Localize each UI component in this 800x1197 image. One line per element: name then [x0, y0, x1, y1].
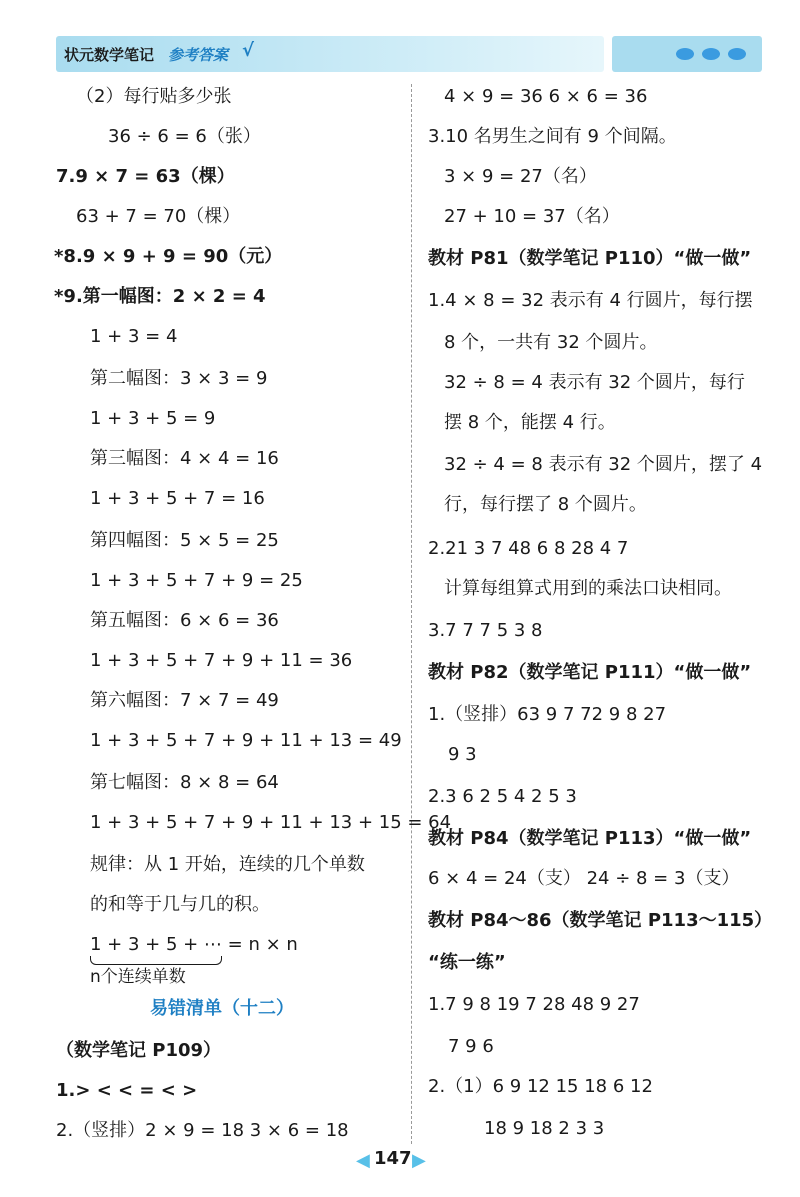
text-line: 摆 8 个，能摆 4 行。	[444, 412, 616, 433]
text-line: 第七幅图：8 × 8 = 64	[90, 772, 279, 793]
text-line: 3 × 9 = 27（名）	[444, 166, 597, 187]
text-line: 第三幅图：4 × 4 = 16	[90, 448, 279, 469]
brace-label: n个连续单数	[90, 967, 186, 987]
text-line: 1 + 3 + 5 + 7 + 9 = 25	[90, 570, 303, 591]
page-number: 147	[374, 1148, 412, 1169]
text-line: （2）每行贴多少张	[76, 86, 232, 107]
text-line: 1 + 3 + 5 + 7 = 16	[90, 488, 265, 509]
text-line: 计算每组算式用到的乘法口诀相同。	[444, 578, 732, 599]
next-page-icon: ▶	[412, 1150, 426, 1171]
text-line: 2.21 3 7 48 6 8 28 4 7	[428, 538, 629, 559]
text-line: 1 + 3 + 5 + 7 + 9 + 11 = 36	[90, 650, 353, 671]
text-line: 36 ÷ 6 = 6（张）	[108, 126, 261, 147]
text-line: 18 9 18 2 3 3	[484, 1118, 605, 1139]
prev-page-icon: ◀	[356, 1150, 370, 1171]
dot-icon	[676, 48, 694, 60]
section-title: 易错清单（十二）	[150, 998, 294, 1019]
dot-icon	[728, 48, 746, 60]
text-line: 2.3 6 2 5 4 2 5 3	[428, 786, 577, 807]
text-line: 1.7 9 8 19 7 28 48 9 27	[428, 994, 640, 1015]
text-line: 第六幅图：7 × 7 = 49	[90, 690, 279, 711]
text-line: 1.（竖排）63 9 7 72 9 8 27	[428, 704, 667, 725]
section-heading: 教材 P84～86（数学笔记 P113～115）	[428, 910, 773, 931]
check-icon: √	[242, 40, 255, 61]
column-divider	[411, 84, 412, 1144]
section-heading: 教材 P82（数学笔记 P111）“做一做”	[428, 662, 752, 683]
text-line: 1.4 × 8 = 32 表示有 4 行圆片，每行摆	[428, 290, 753, 311]
problem-8: *8.9 × 9 + 9 = 90（元）	[54, 246, 283, 267]
text-line: 1.> < < = < >	[56, 1080, 198, 1101]
section-heading: 教材 P81（数学笔记 P110）“做一做”	[428, 248, 752, 269]
problem-9: *9.第一幅图：2 × 2 = 4	[54, 286, 266, 307]
text-line: 1 + 3 + 5 + 7 + 9 + 11 + 13 = 49	[90, 730, 402, 751]
dot-icon	[702, 48, 720, 60]
text-line: 4 × 9 = 36 6 × 6 = 36	[444, 86, 648, 107]
text-line: 的和等于几与几的积。	[90, 894, 270, 915]
text-line: 7 9 6	[448, 1036, 494, 1057]
problem-3: 3.10 名男生之间有 9 个间隔。	[428, 126, 677, 147]
text-line: 3.7 7 7 5 3 8	[428, 620, 543, 641]
section-heading: “练一练”	[428, 952, 506, 973]
problem-7: 7.9 × 7 = 63（棵）	[56, 166, 235, 187]
text-line: 9 3	[448, 744, 477, 765]
text-line: 2.（竖排）2 × 9 = 18 3 × 6 = 18	[56, 1120, 349, 1141]
text-line: 第二幅图：3 × 3 = 9	[90, 368, 268, 389]
text-line: 规律：从 1 开始，连续的几个单数	[90, 854, 365, 875]
text-line: 1 + 3 + 5 = 9	[90, 408, 216, 429]
formula-line: 1 + 3 + 5 + ⋯ = n × n	[90, 934, 298, 955]
text-line: 6 × 4 = 24（支） 24 ÷ 8 = 3（支）	[428, 868, 740, 889]
text-line: 27 + 10 = 37（名）	[444, 206, 620, 227]
answer-key-title: 参考答案	[168, 46, 229, 64]
text-line: 8 个，一共有 32 个圆片。	[444, 332, 658, 353]
section-heading: 教材 P84（数学笔记 P113）“做一做”	[428, 828, 752, 849]
reference-line: （数学笔记 P109）	[56, 1040, 222, 1061]
text-line: 第四幅图：5 × 5 = 25	[90, 530, 279, 551]
text-line: 1 + 3 = 4	[90, 326, 178, 347]
text-line: 2.（1）6 9 12 15 18 6 12	[428, 1076, 653, 1097]
text-line: 第五幅图：6 × 6 = 36	[90, 610, 279, 631]
book-title: 状元数学笔记	[64, 46, 155, 64]
text-line: 行，每行摆了 8 个圆片。	[444, 494, 647, 515]
text-line: 63 + 7 = 70（棵）	[76, 206, 241, 227]
text-line: 1 + 3 + 5 + 7 + 9 + 11 + 13 + 15 = 64	[90, 812, 452, 833]
text-line: 32 ÷ 4 = 8 表示有 32 个圆片，摆了 4	[444, 454, 763, 475]
text-line: 32 ÷ 8 = 4 表示有 32 个圆片，每行	[444, 372, 745, 393]
